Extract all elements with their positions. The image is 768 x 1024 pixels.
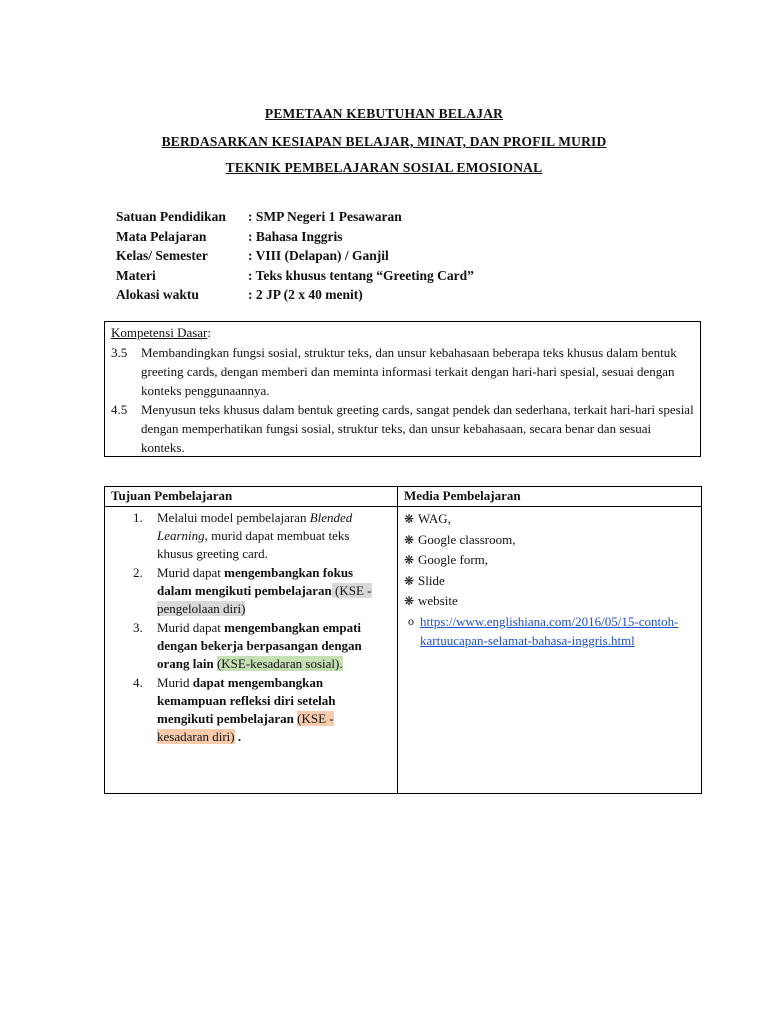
highlight-kse: (KSE - kesadaran diri) (157, 711, 334, 744)
tujuan-item: 3. Murid dapat mengembangkan empati dengan bekerja berpasangan dengan orang lain (KSE-kesadaran sosial). (133, 620, 362, 671)
media-cell (398, 507, 702, 794)
kompetensi-dasar-box (104, 321, 701, 457)
header-media: Media Pembelajaran (398, 487, 702, 507)
tujuan-item: 4. Murid dapat mengembangkan kemampuan refleksi diri setelah mengikuti pembelajaran (KSE - kesadaran diri) . (133, 675, 336, 744)
highlight-kse: (KSE-kesadaran sosial). (216, 656, 343, 671)
flower-bullet-icon: ❋ (404, 512, 415, 526)
flower-bullet-icon: ❋ (404, 532, 415, 547)
header-tujuan: Tujuan Pembelajaran (105, 487, 398, 507)
media-item: ❋ website (404, 591, 701, 612)
tujuan-item: 2. Murid dapat mengembangkan fokus dalam mengikuti pembelajaran (KSE - pengelolaan diri) (133, 565, 372, 616)
kompetensi-item: 4.5 Menyusun teks khusus dalam bentuk greeting cards, sangat pendek dan sederhana, terkait hari-hari spesial dengan memperhatikan fungsi sosial, struktur teks, dan unsur kebahasaan, secara benar dan sesuai konteks. (111, 402, 694, 455)
media-item: ❋ WAG, (404, 509, 701, 530)
media-item: ❋ Slide (404, 571, 701, 592)
highlight-kse: (KSE - pengelolaan diri) (157, 583, 372, 616)
identity-block (116, 207, 474, 305)
doc-title: PEMETAAN KEBUTUHAN BELAJAR (264, 106, 504, 121)
tujuan-item: 1. Melalui model pembelajaran Blended Learning, murid dapat membuat teks khusus greeting card. (133, 510, 353, 561)
flower-bullet-icon: ❋ (404, 573, 415, 588)
media-item: ❋ Google form, (404, 550, 701, 571)
kompetensi-item: 3.5 Membandingkan fungsi sosial, struktur teks, dan unsur kebahasaan beberapa teks khusus dalam bentuk greeting cards, dengan memberi dan meminta informasi terkait dengan hari-hari spesial, sesuai dengan konteks penggunaannya. (111, 345, 677, 398)
tujuan-cell (105, 507, 398, 794)
website-sub-item (398, 612, 701, 651)
website-link[interactable]: https://www.englishiana.com/2016/05/15-contoh-kartuucapan-selamat-bahasa-inggris.html (420, 613, 679, 648)
circle-bullet-icon: o (408, 613, 414, 628)
info-row-alokasi: Alokasi waktu : 2 JP (2 x 40 menit) (116, 287, 363, 302)
doc-subtitle: BERDASARKAN KESIAPAN BELAJAR, MINAT, DAN PROFIL MURID (161, 134, 607, 149)
doc-subtitle-2: TEKNIK PEMBELAJARAN SOSIAL EMOSIONAL (225, 160, 543, 175)
tujuan-list (105, 507, 397, 746)
flower-bullet-icon: ❋ (404, 594, 415, 608)
info-row-mapel: Mata Pelajaran : Bahasa Inggris (116, 228, 343, 244)
plan-table (104, 486, 702, 794)
info-row-kelas: Kelas/ Semester : VIII (Delapan) / Ganjil (116, 248, 389, 263)
media-item: ❋ Google classroom, (404, 530, 701, 551)
info-row-satuan: Satuan Pendidikan : SMP Negeri 1 Pesawaran (116, 209, 402, 224)
kompetensi-title: Kompetensi Dasar: (111, 325, 212, 340)
info-row-materi: Materi : Teks khusus tentang “Greeting Card” (116, 267, 474, 283)
flower-bullet-icon: ❋ (404, 553, 415, 567)
media-list (398, 507, 701, 612)
